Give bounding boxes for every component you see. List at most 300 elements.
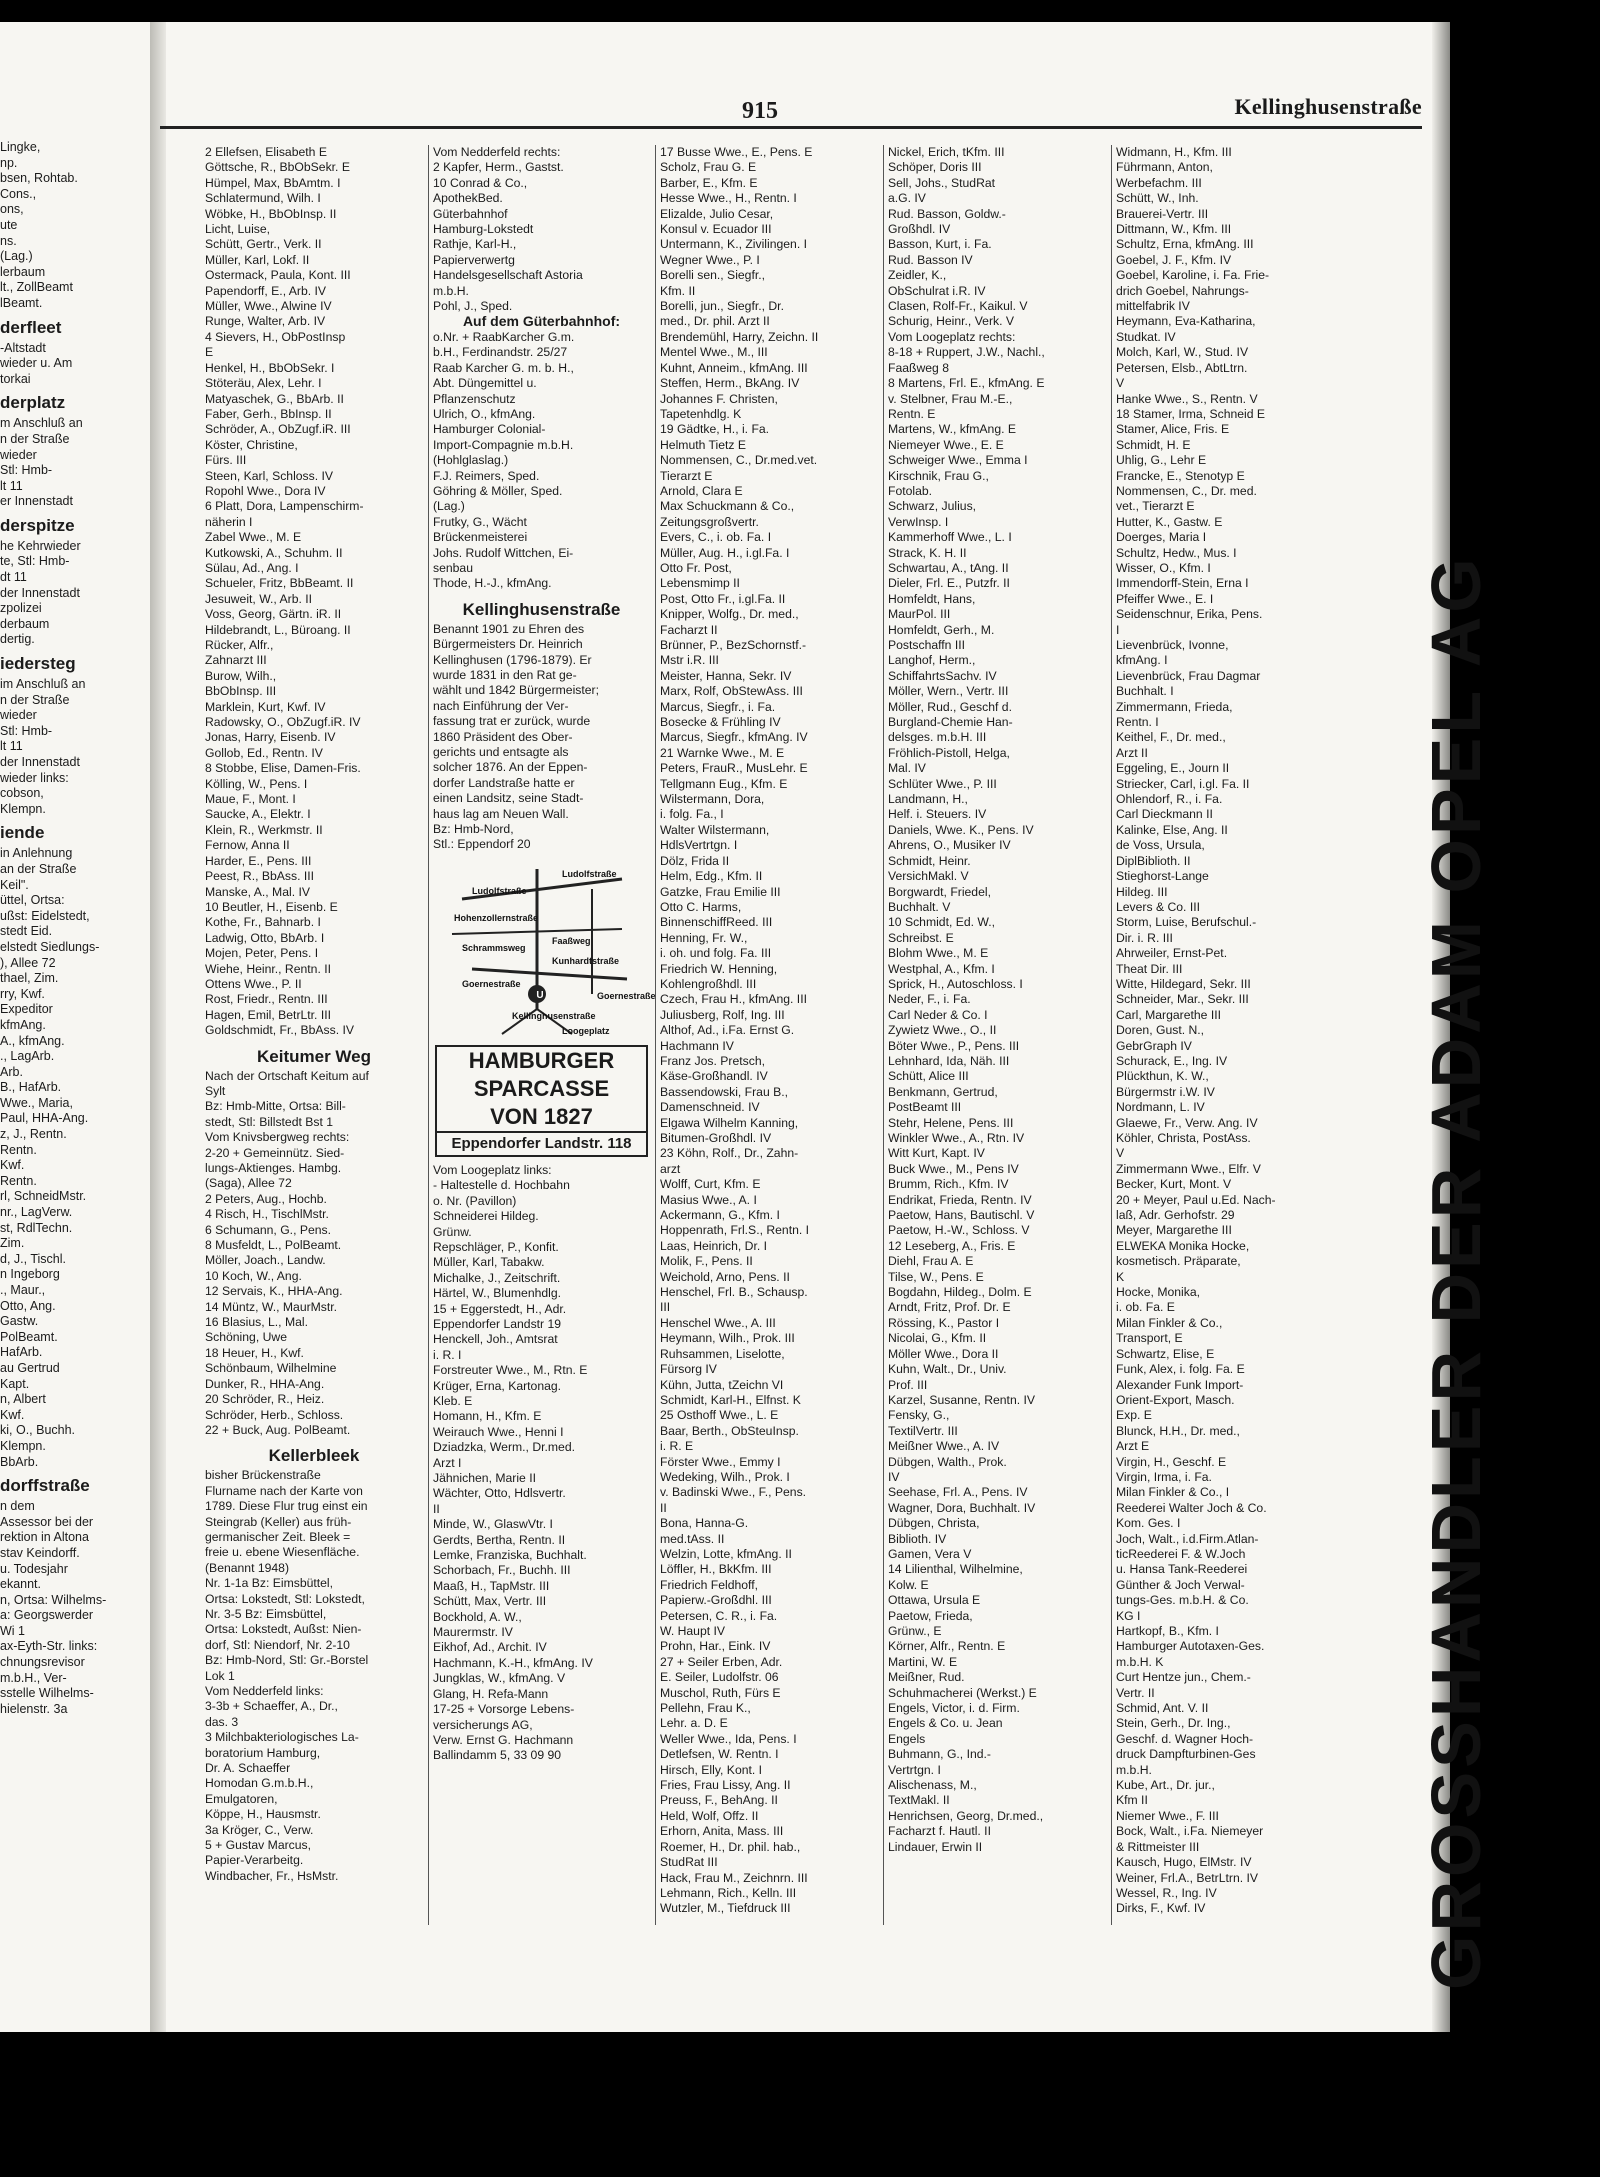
- directory-entry: Zahnarzt III: [205, 653, 267, 668]
- directory-entry: Zabel Wwe., M. E: [205, 530, 302, 545]
- directory-entry: drich Goebel, Nahrungs-: [1116, 283, 1249, 298]
- directory-entry: der Innenstadt: [0, 755, 80, 769]
- directory-entry: Kfm. II: [660, 283, 696, 298]
- directory-entry: Schneider, Mar., Sekr. III: [1116, 992, 1249, 1007]
- directory-entry: Rentn.: [0, 1173, 37, 1188]
- directory-entry: Gamen, Vera V: [888, 1546, 972, 1561]
- directory-entry: Expeditor: [0, 1002, 53, 1017]
- map-street-label: Hohenzollernstraße: [453, 912, 538, 923]
- directory-entry: Henschel Wwe., A. III: [660, 1315, 776, 1330]
- directory-entry: Funk, Alex, i. folg. Fa. E: [1116, 1362, 1245, 1377]
- directory-entry: Welzin, Lotte, kfmAng. II: [660, 1546, 792, 1561]
- directory-entry: Cons.,: [0, 186, 37, 201]
- directory-entry: im Anschluß an: [0, 677, 86, 692]
- directory-entry: Lemke, Franziska, Buchhalt.: [433, 1548, 587, 1563]
- directory-entry: i. ob. Fa. E: [1116, 1300, 1175, 1315]
- directory-entry: au Gertrud: [0, 1360, 60, 1375]
- directory-entry: Meyer, Margarethe III: [1116, 1223, 1232, 1238]
- directory-entry: Brauerei-Vertr. III: [1116, 206, 1209, 221]
- directory-entry: 8-18 + Ruppert, J.W., Nachl.,: [888, 345, 1045, 360]
- directory-entry: Immendorff-Stein, Erna I: [1116, 576, 1249, 591]
- directory-entry: Blunck, H.H., Dr. med.,: [1116, 1423, 1240, 1438]
- directory-entry: Kom. Ges. I: [1116, 1516, 1181, 1531]
- map-street-label: Goernestraße: [461, 978, 521, 989]
- directory-entry: Meißner, Rud.: [888, 1670, 965, 1685]
- directory-entry: m.b.H., Ver-: [0, 1670, 67, 1685]
- directory-entry: Hildebrandt, L., Büroang. II: [205, 622, 351, 637]
- directory-entry: Witt Kurt, Kapt. IV: [888, 1146, 985, 1161]
- directory-entry: HafArb.: [0, 1345, 43, 1360]
- directory-entry: StudRat III: [660, 1855, 718, 1870]
- map-street-label: Ludolfstraße: [561, 868, 617, 879]
- directory-entry: Jungklas, W., kfmAng. V: [433, 1671, 566, 1686]
- directory-entry: ax-Eyth-Str. links:: [0, 1639, 98, 1654]
- directory-entry: Alexander Funk Import-: [1116, 1377, 1244, 1392]
- directory-entry: i. folg. Fa., I: [660, 807, 724, 822]
- directory-entry: med., Dr. phil. Arzt II: [660, 314, 770, 329]
- directory-entry: Stamer, Alice, Fris. E: [1116, 422, 1230, 437]
- directory-entry: laß, Adr. Gerhofstr. 29: [1116, 1208, 1235, 1223]
- directory-entry: nr., LagVerw.: [0, 1205, 73, 1220]
- directory-entry: Kuhn, Walt., Dr., Univ.: [888, 1362, 1007, 1377]
- directory-entry: Repschläger, P., Konfit.: [433, 1239, 559, 1254]
- directory-entry: üttel, Ortsa:: [0, 893, 65, 908]
- directory-entry: Steingrab (Keller) aus früh-: [205, 1514, 352, 1529]
- directory-entry: Homfeldt, Hans,: [888, 591, 976, 606]
- directory-entry: Kalinke, Else, Ang. II: [1116, 822, 1228, 837]
- directory-entry: 3 Milchbakteriologisches La-: [205, 1730, 359, 1745]
- directory-entry: Vom Loogeplatz rechts:: [888, 329, 1016, 344]
- directory-entry: v. Stelbner, Frau M.-E.,: [888, 391, 1013, 406]
- directory-entry: Marx, Rolf, ObStewAss. III: [660, 684, 803, 699]
- directory-entry: Nr. 1-1a Bz: Eimsbüttel,: [205, 1576, 334, 1591]
- directory-entry: Wiehe, Heinr., Rentn. II: [205, 961, 331, 976]
- directory-entry: Burow, Wilh.,: [205, 668, 277, 683]
- directory-entry: 3a Kröger, C., Verw.: [205, 1822, 314, 1837]
- directory-entry: n der Straße: [0, 692, 70, 707]
- directory-entry: Francke, E., Stenotyp E: [1116, 468, 1245, 483]
- directory-entry: torkai: [0, 371, 31, 386]
- map-street-label: Ludolfstraße: [471, 885, 527, 896]
- directory-entry: Fürs. III: [205, 453, 247, 468]
- directory-entry: Großhdl. IV: [888, 222, 951, 237]
- directory-entry: 10 Beutler, H., Eisenb. E: [205, 899, 338, 914]
- directory-entry: das. 3: [205, 1714, 239, 1729]
- directory-entry: Carl Neder & Co. I: [888, 1007, 988, 1022]
- directory-entry: a: Georgswerder: [0, 1608, 94, 1623]
- directory-entry: bsen, Rohtab.: [0, 171, 78, 186]
- directory-entry: Zimmermann, Frieda,: [1116, 699, 1233, 714]
- directory-entry: Martini, W. E: [888, 1654, 958, 1669]
- directory-entry: Wolff, Curt, Kfm. E: [660, 1177, 761, 1192]
- directory-entry: Otto, Ang.: [0, 1298, 56, 1313]
- directory-entry: Johannes F. Christen,: [660, 391, 778, 406]
- directory-entry: Hocke, Monika,: [1116, 1285, 1200, 1300]
- map-street-label: Kunhardtstraße: [551, 955, 619, 966]
- directory-entry: Engels: [888, 1731, 926, 1746]
- directory-entry: Gollob, Ed., Rentn. IV: [205, 745, 323, 760]
- directory-entry: Transport, E: [1116, 1331, 1183, 1346]
- directory-entry: Schütt, Max, Vertr. III: [433, 1594, 547, 1609]
- directory-entry: 19 Gädtke, H., i. Fa.: [660, 422, 770, 437]
- directory-entry: Hamburger Colonial-: [433, 422, 546, 437]
- directory-entry: Borelli sen., Siegfr.,: [660, 268, 765, 283]
- banner-text: GROSSHANDLER DER ADAM OPEL AG: [1417, 554, 1495, 1990]
- directory-entry: n, Albert: [0, 1392, 46, 1407]
- directory-entry: Schmidt, H. E: [1116, 437, 1191, 452]
- directory-entry: thael, Zim.: [0, 971, 59, 986]
- directory-entry: 20 Schröder, R., Heiz.: [205, 1392, 325, 1407]
- directory-entry: Bosecke & Frühling IV: [660, 715, 781, 730]
- directory-entry: Bogdahn, Hildeg., Dolm. E: [888, 1285, 1032, 1300]
- directory-entry: V: [1116, 376, 1125, 391]
- directory-entry: I: [1116, 622, 1120, 637]
- directory-entry: Bürgermstr i.W. IV: [1116, 1084, 1215, 1099]
- directory-entry: Otto Fr. Post,: [660, 560, 732, 575]
- street-section-heading: iedersteg: [0, 654, 76, 674]
- directory-entry: Brumm, Rich., Kfm. IV: [888, 1177, 1009, 1192]
- directory-entry: Wedeking, Wilh., Prok. I: [660, 1469, 790, 1484]
- street-map: [442, 859, 656, 1039]
- directory-entry: Tapetenhdlg. K: [660, 406, 742, 421]
- directory-entry: Weiner, Frl.A., BetrLtrn. IV: [1116, 1870, 1259, 1885]
- directory-entry: Rud. Basson IV: [888, 252, 973, 267]
- directory-entry: Göttsche, R., BbObSekr. E: [205, 160, 350, 175]
- directory-entry: Wagner, Dora, Buchhalt. IV: [888, 1500, 1036, 1515]
- directory-entry: Werbefachm. III: [1116, 175, 1202, 190]
- directory-entry: Fensky, G.,: [888, 1408, 950, 1423]
- directory-entry: Köster, Christine,: [205, 437, 298, 452]
- directory-entry: arzt: [660, 1161, 681, 1176]
- directory-entry: Lehr. a. D. E: [660, 1716, 728, 1731]
- directory-entry: (Saga), Allee 72: [205, 1176, 292, 1191]
- directory-entry: Westphal, A., Kfm. I: [888, 961, 995, 976]
- directory-entry: Nommensen, C., Dr. med.: [1116, 483, 1257, 498]
- directory-entry: Manske, A., Mal. IV: [205, 884, 310, 899]
- directory-entry: Facharzt f. Hautl. II: [888, 1824, 991, 1839]
- directory-entry: Stein, Gerh., Dr. Ing.,: [1116, 1716, 1231, 1731]
- directory-entry: n dem: [0, 1499, 35, 1514]
- directory-entry: m Anschluß an: [0, 416, 83, 431]
- directory-entry: Maaß, H., TapMstr. III: [433, 1578, 550, 1593]
- directory-entry: Held, Wolf, Offz. II: [660, 1808, 759, 1823]
- directory-entry: Härtel, W., Blumenhdlg.: [433, 1286, 562, 1301]
- directory-entry: Hutter, K., Gastw. E: [1116, 514, 1223, 529]
- directory-entry: Burgland-Chemie Han-: [888, 715, 1013, 730]
- directory-entry: VersichMakl. V: [888, 869, 969, 884]
- column-divider: [1111, 145, 1112, 1925]
- directory-entry: 8 Martens, Frl. E., kfmAng. E: [888, 376, 1045, 391]
- directory-entry: Meißner Wwe., A. IV: [888, 1439, 1000, 1454]
- directory-entry: Baar, Berth., ObSteuInsp.: [660, 1423, 799, 1438]
- directory-entry: Henschel, Frl. B., Schausp.: [660, 1285, 808, 1300]
- directory-entry: Kellinghusen (1796-1879). Er: [433, 652, 592, 667]
- directory-entry: kfmAng. I: [1116, 653, 1168, 668]
- directory-entry: (Lag.): [0, 249, 33, 264]
- directory-entry: Göhring & Möller, Sped.: [433, 483, 563, 498]
- directory-entry: chnungsrevisor: [0, 1655, 85, 1670]
- directory-entry: 21 Warnke Wwe., M. E: [660, 745, 785, 760]
- directory-entry: Schütt, Alice III: [888, 1069, 969, 1084]
- directory-entry: Brünner, P., BezSchornstf.-: [660, 638, 807, 652]
- sparkasse-advertisement: [435, 1045, 648, 1157]
- ad-title-line: SPARCASSE: [473, 1075, 610, 1101]
- directory-entry: Masius Wwe., A. I: [660, 1192, 757, 1207]
- directory-entry: Lehmann, Rich., Kelln. III: [660, 1885, 797, 1900]
- street-section-heading: Kellinghusenstraße: [462, 599, 621, 619]
- directory-entry: ekannt.: [0, 1577, 42, 1592]
- directory-entry: Schueler, Fritz, BbBeamt. II: [205, 576, 354, 591]
- directory-entry: Meister, Hanna, Sekr. IV: [660, 668, 792, 683]
- directory-entry: Bz: Hmb-Nord,: [433, 822, 514, 837]
- directory-entry: Friedrich Feldhoff,: [660, 1577, 758, 1592]
- directory-entry: Eikhof, Ad., Archit. IV: [433, 1640, 547, 1655]
- directory-entry: Kwf.: [0, 1158, 25, 1173]
- directory-entry: Ottawa, Ursula E: [888, 1593, 981, 1608]
- directory-entry: med.tAss. II: [660, 1531, 725, 1546]
- directory-entry: II: [660, 1500, 667, 1515]
- directory-entry: Pellehn, Frau K.,: [660, 1701, 751, 1716]
- directory-entry: Kothe, Fr., Bahnarb. I: [205, 915, 321, 930]
- directory-entry: TextMakl. II: [888, 1793, 950, 1808]
- directory-entry: Hamburger Autotaxen-Ges.: [1116, 1639, 1265, 1654]
- directory-entry: Zim.: [0, 1236, 25, 1251]
- directory-entry: haus lag am Neuen Wall.: [433, 806, 569, 821]
- directory-entry: Tilse, W., Pens. E: [888, 1269, 984, 1284]
- directory-entry: Bock, Walt., i.Fa. Niemeyer: [1116, 1824, 1264, 1839]
- directory-entry: Althof, Ad., i.Fa. Ernst G.: [660, 1023, 795, 1038]
- directory-entry: Abt. Düngemittel u.: [433, 376, 537, 391]
- directory-entry: lt 11: [0, 739, 23, 754]
- directory-entry: Fotolab.: [888, 483, 933, 498]
- directory-entry: Erhorn, Anita, Mass. III: [660, 1824, 784, 1839]
- directory-entry: Curt Hentze jun., Chem.-: [1116, 1670, 1251, 1685]
- directory-entry: Keil".: [0, 877, 29, 892]
- directory-entry: Ohlendorf, R., i. Fa.: [1116, 792, 1223, 807]
- directory-entry: wieder u. Am: [0, 356, 73, 371]
- directory-entry: Schurig, Heinr., Verk. V: [888, 314, 1014, 329]
- directory-entry: Blohm Wwe., M. E: [888, 946, 989, 961]
- directory-entry: PostBeamt III: [888, 1100, 962, 1115]
- directory-entry: Nommensen, C., Dr.med.vet.: [660, 453, 818, 468]
- directory-entry: Daniels, Wwe. K., Pens. IV: [888, 822, 1034, 837]
- svg-text:U: U: [535, 989, 544, 1001]
- directory-entry: Lievenbrück, Frau Dagmar: [1116, 668, 1261, 683]
- directory-entry: Verw. Ernst G. Hachmann: [433, 1732, 574, 1747]
- directory-entry: Windbacher, Fr., HsMstr.: [205, 1868, 339, 1883]
- directory-entry: Tellgmann Eug., Kfm. E: [660, 776, 788, 791]
- directory-entry: derbaum: [0, 616, 50, 631]
- directory-entry: Engels, Victor, i. d. Firm.: [888, 1701, 1020, 1716]
- directory-entry: Jonas, Harry, Eisenb. IV: [205, 730, 336, 745]
- directory-entry: Assessor bei der: [0, 1514, 94, 1529]
- directory-entry: 10 Koch, W., Ang.: [205, 1268, 302, 1283]
- directory-entry: stedt Eid.: [0, 924, 53, 939]
- directory-entry: Virgin, H., Geschf. E: [1116, 1454, 1227, 1469]
- directory-entry: Dir. i. R. III: [1116, 930, 1173, 945]
- directory-entry: TextilVertr. III: [888, 1423, 958, 1438]
- directory-entry: Czech, Frau H., kfmAng. III: [660, 992, 807, 1007]
- directory-entry: Kwf.: [0, 1407, 25, 1422]
- directory-entry: Pfeiffer Wwe., E. I: [1116, 591, 1214, 606]
- directory-entry: Paetow, Frieda,: [888, 1608, 973, 1623]
- page-number: 915: [742, 98, 778, 124]
- directory-entry: Plückthun, K. W.,: [1116, 1069, 1209, 1084]
- directory-entry: Faber, Gerh., BbInsp. II: [205, 406, 332, 421]
- directory-entry: Arb.: [0, 1064, 23, 1079]
- directory-entry: Pohl, J., Sped.: [433, 299, 513, 314]
- directory-entry: Ortsa: Lokstedt, Außst: Nien-: [205, 1622, 362, 1637]
- directory-entry: Striecker, Carl, i.gl. Fa. II: [1116, 776, 1250, 791]
- directory-entry: Import-Compagnie m.b.H.: [433, 437, 574, 452]
- directory-entry: solcher 1876. An der Eppen-: [433, 760, 588, 775]
- directory-entry: Henckell, Joh., Amtsrat: [433, 1332, 558, 1347]
- directory-entry: Schütt, W., Inh.: [1116, 191, 1199, 206]
- directory-entry: & Rittmeister III: [1116, 1839, 1200, 1854]
- directory-entry: freie u. ebene Wiesenfläche.: [205, 1545, 360, 1560]
- directory-entry: n der Straße: [0, 431, 70, 446]
- directory-entry: Goebel, Karoline, i. Fa. Frie-: [1116, 268, 1270, 283]
- directory-entry: Studkat. IV: [1116, 329, 1176, 344]
- directory-entry: HdlsVertrtgn. I: [660, 838, 738, 853]
- directory-entry: 12 Servais, K., HHA-Ang.: [205, 1284, 343, 1299]
- directory-entry: Mstr i.R. III: [660, 653, 719, 668]
- directory-entry: Geschf. d. Wagner Hoch-: [1116, 1731, 1254, 1746]
- directory-entry: Benannt 1901 zu Ehren des: [433, 621, 585, 636]
- directory-entry: Hamburg-Lokstedt: [433, 222, 534, 237]
- street-section-heading: dorffstraße: [0, 1476, 90, 1496]
- directory-entry: o.Nr. + RaabKarcher G.m.: [433, 329, 575, 344]
- directory-entry: Wöbke, H., BbObInsp. II: [205, 206, 337, 221]
- directory-entry: Brendemühl, Harry, Zeichn. II: [660, 329, 819, 344]
- directory-entry: Marcus, Siegfr., i. Fa.: [660, 699, 776, 714]
- directory-entry: lt 11: [0, 478, 23, 493]
- directory-entry: 14 Lilienthal, Wilhelmine,: [888, 1562, 1023, 1577]
- directory-entry: 5 + Gustav Marcus,: [205, 1838, 312, 1853]
- directory-entry: Theat Dir. III: [1116, 961, 1183, 976]
- directory-entry: Dr. A. Schaeffer: [205, 1761, 291, 1776]
- directory-entry: u. Todesjahr: [0, 1561, 68, 1576]
- directory-entry: Dübgen, Christa,: [888, 1516, 980, 1531]
- directory-entry: Schmidt, Heinr.: [888, 853, 971, 868]
- directory-entry: rry, Kwf.: [0, 986, 45, 1001]
- directory-entry: Nordmann, L. IV: [1116, 1100, 1205, 1115]
- directory-entry: Krüger, Erna, Kartonag.: [433, 1378, 562, 1393]
- directory-entry: Borgwardt, Friedel,: [888, 884, 991, 899]
- column-divider: [655, 145, 656, 1925]
- directory-entry: 6 Schumann, G., Pens.: [205, 1222, 332, 1237]
- header-rule: [160, 126, 1422, 129]
- directory-entry: Bassendowski, Frau B.,: [660, 1084, 789, 1099]
- directory-entry: 1789. Diese Flur trug einst ein: [205, 1499, 368, 1514]
- directory-entry: v. Badinski Wwe., F., Pens.: [660, 1485, 807, 1500]
- directory-entry: Rost, Friedr., Rentn. III: [205, 992, 328, 1007]
- directory-entry: GebrGraph IV: [1116, 1038, 1192, 1053]
- directory-entry: ObSchulrat i.R. IV: [888, 283, 986, 298]
- directory-entry: Pflanzenschutz: [433, 391, 516, 406]
- directory-entry: Zeitungsgroßvertr.: [660, 514, 759, 529]
- directory-entry: Milan Finkler & Co., I: [1116, 1485, 1230, 1500]
- directory-entry: Konsul v. Ecuador III: [660, 222, 772, 237]
- directory-entry: wählt und 1842 Bürgermeister;: [433, 683, 599, 698]
- directory-entry: 2 Peters, Aug., Hochb.: [205, 1191, 327, 1206]
- directory-entry: Grünw.: [433, 1224, 472, 1239]
- directory-entry: Reederei Walter Joch & Co.: [1116, 1500, 1267, 1515]
- directory-entry: Klein, R., Werkmstr. II: [205, 822, 323, 837]
- directory-entry: Schultz, Hedw., Mus. I: [1116, 545, 1237, 560]
- directory-entry: Köppe, H., Hausmstr.: [205, 1807, 321, 1822]
- directory-entry: Juliusberg, Rolf, Ing. III: [660, 1007, 785, 1022]
- directory-entry: Lingke,: [0, 140, 41, 154]
- directory-entry: lerbaum: [0, 264, 46, 279]
- directory-entry: lungs-Aktienges. Hambg.: [205, 1161, 342, 1175]
- directory-entry: Max Schuckmann & Co.,: [660, 499, 795, 514]
- directory-entry: Hachmann, K.-H., kfmAng. IV: [433, 1655, 593, 1670]
- directory-entry: Rücker, Alfr.,: [205, 638, 274, 652]
- directory-entry: Steen, Karl, Schloss. IV: [205, 468, 334, 483]
- map-street-label: Kellinghusenstraße: [511, 1010, 596, 1021]
- directory-entry: Minde, W., GlaswVtr. I: [433, 1517, 553, 1532]
- street-section-heading: iende: [0, 823, 45, 843]
- directory-entry: Hartkopf, B., Kfm. I: [1116, 1624, 1219, 1638]
- directory-entry: Müller, Karl, Tabakw.: [433, 1255, 545, 1270]
- directory-column-4: [888, 145, 1106, 1855]
- directory-entry: Müller, Karl, Lokf. II: [205, 252, 310, 267]
- directory-entry: Marcus, Siegfr., kfmAng. IV: [660, 730, 808, 745]
- directory-entry: Vom Loogeplatz links:: [433, 1162, 552, 1177]
- directory-entry: Ahrweiler, Ernst-Pet.: [1116, 946, 1228, 961]
- map-street-label: Faaßweg: [551, 935, 591, 946]
- directory-entry: Post, Otto Fr., i.gl.Fa. II: [660, 591, 786, 606]
- directory-entry: Goldschmidt, Fr., BbAss. IV: [205, 1023, 355, 1038]
- directory-entry: Dirks, F., Kwf. IV: [1116, 1901, 1206, 1916]
- directory-entry: Lok 1: [205, 1668, 235, 1683]
- book-spine: [150, 22, 166, 2032]
- street-section-heading: derfleet: [0, 317, 62, 337]
- directory-entry: 6 Platt, Dora, Lampenschirm-: [205, 499, 364, 514]
- directory-entry: 17 Busse Wwe., E., Pens. E: [660, 145, 813, 159]
- directory-entry: Nicolai, G., Kfm. II: [888, 1331, 987, 1346]
- directory-entry: st, RdlTechn.: [0, 1220, 73, 1235]
- directory-entry: Hoppenrath, Frl.S., Rentn. I: [660, 1223, 810, 1238]
- directory-entry: Nach der Ortschaft Keitum auf: [205, 1068, 369, 1083]
- directory-entry: 18 Stamer, Irma, Schneid E: [1116, 406, 1266, 421]
- directory-entry: Müller, Aug. H., i.gl.Fa. I: [660, 545, 790, 560]
- directory-entry: zpolizei: [0, 601, 42, 616]
- directory-entry: a.G. IV: [888, 191, 926, 206]
- directory-entry: Schneiderei Hildeg.: [433, 1209, 539, 1224]
- directory-entry: b.H., Ferdinandstr. 25/27: [433, 345, 568, 360]
- directory-entry: Winkler Wwe., A., Rtn. IV: [888, 1131, 1025, 1145]
- directory-entry: Prof. III: [888, 1377, 928, 1392]
- directory-entry: Schweiger Wwe., Emma I: [888, 453, 1028, 468]
- directory-entry: Schorbach, Fr., Buchh. III: [433, 1563, 571, 1578]
- directory-entry: Barber, E., Kfm. E: [660, 175, 758, 190]
- directory-entry: Joch, Walt., i.d.Firm.Atlan-: [1116, 1531, 1259, 1546]
- directory-entry: wurde 1831 in den Rat ge-: [433, 668, 577, 682]
- directory-entry: Wächter, Otto, Hdlsvertr.: [433, 1486, 566, 1501]
- directory-entry: Mojen, Peter, Pens. I: [205, 946, 319, 961]
- directory-entry: K: [1116, 1269, 1125, 1284]
- directory-entry: Stl.: Eppendorf 20: [433, 837, 531, 852]
- directory-entry: Paetow, H.-W., Schloss. V: [888, 1223, 1030, 1238]
- directory-entry: 8 Musfeldt, L., PolBeamt.: [205, 1238, 342, 1253]
- directory-entry: Mentel Wwe., M., III: [660, 345, 768, 360]
- ad-address: Eppendorfer Landstr. 118: [437, 1131, 646, 1155]
- directory-entry: Helm, Edg., Kfm. II: [660, 869, 763, 884]
- directory-column-2: [433, 145, 656, 1764]
- directory-entry: de Voss, Ursula,: [1116, 838, 1205, 853]
